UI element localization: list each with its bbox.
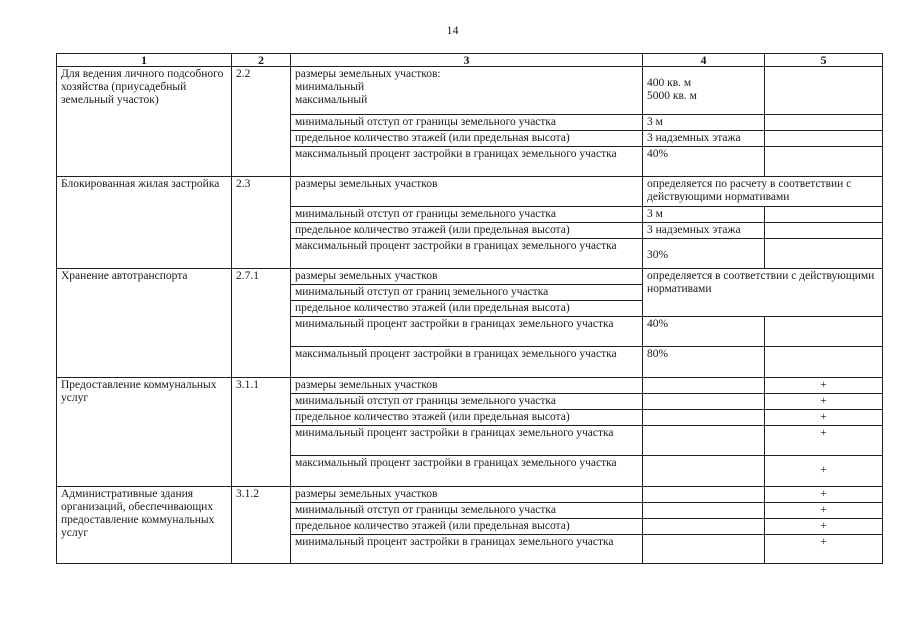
land-use-name: Предоставление коммунальных услуг xyxy=(57,378,232,487)
mark-cell xyxy=(765,115,883,131)
value-cell: 400 кв. м 5000 кв. м xyxy=(643,67,765,115)
table-row xyxy=(57,177,883,207)
value-cell xyxy=(643,456,765,487)
mark-cell: + xyxy=(765,503,883,519)
regulations-table xyxy=(56,53,883,564)
value-cell: 40% xyxy=(643,147,765,177)
mark-cell: + xyxy=(765,535,883,564)
param-cell: минимальный отступ от границы земельного участка xyxy=(291,394,643,410)
param-cell: минимальный отступ от границы земельного участка xyxy=(291,115,643,131)
value-cell: 3 надземных этажа xyxy=(643,131,765,147)
param-cell: размеры земельных участков xyxy=(291,269,643,285)
value-cell xyxy=(643,394,765,410)
land-use-code: 3.1.2 xyxy=(232,487,291,564)
param-cell: минимальный отступ от границ земельного участка xyxy=(291,285,643,301)
value-cell xyxy=(643,426,765,456)
mark-cell: + xyxy=(765,487,883,503)
column-header: 2 xyxy=(232,54,291,67)
param-cell: минимальный отступ от границы земельного участка xyxy=(291,207,643,223)
value-cell: определяется по расчету в соответствии с действующими нормативами xyxy=(643,177,883,207)
mark-cell xyxy=(765,131,883,147)
param-cell: размеры земельных участков: минимальный максимальный xyxy=(291,67,643,115)
mark-cell: + xyxy=(765,378,883,394)
param-cell: минимальный процент застройки в границах земельного участка xyxy=(291,535,643,564)
param-cell: минимальный процент застройки в границах земельного участка xyxy=(291,317,643,347)
param-cell: максимальный процент застройки в границах земельного участка xyxy=(291,347,643,378)
column-header: 3 xyxy=(291,54,643,67)
page-number: 14 xyxy=(446,23,459,37)
margin-mark xyxy=(0,566,4,575)
mark-cell: + xyxy=(765,456,883,487)
value-cell xyxy=(643,487,765,503)
column-header: 4 xyxy=(643,54,765,67)
mark-cell xyxy=(765,223,883,239)
column-header: 1 xyxy=(57,54,232,67)
param-cell: максимальный процент застройки в границах земельного участка xyxy=(291,456,643,487)
table-row xyxy=(57,487,883,503)
value-cell xyxy=(643,503,765,519)
mark-cell: + xyxy=(765,394,883,410)
param-cell: максимальный процент застройки в границах земельного участка xyxy=(291,147,643,177)
mark-cell xyxy=(765,67,883,115)
value-cell: 3 надземных этажа xyxy=(643,223,765,239)
header-row xyxy=(57,54,883,67)
land-use-code: 2.3 xyxy=(232,177,291,269)
param-cell: минимальный отступ от границы земельного участка xyxy=(291,503,643,519)
column-header: 5 xyxy=(765,54,883,67)
param-cell: предельное количество этажей (или предельная высота) xyxy=(291,301,643,317)
mark-cell xyxy=(765,347,883,378)
value-cell xyxy=(643,378,765,394)
param-cell: предельное количество этажей (или предельная высота) xyxy=(291,410,643,426)
mark-cell: + xyxy=(765,426,883,456)
land-use-code: 2.2 xyxy=(232,67,291,177)
mark-cell xyxy=(765,317,883,347)
value-cell xyxy=(643,410,765,426)
table-row xyxy=(57,378,883,394)
param-cell: максимальный процент застройки в границах земельного участка xyxy=(291,239,643,269)
value-cell: 3 м xyxy=(643,115,765,131)
land-use-name: Административные здания организаций, обеспечивающих предоставление коммунальных услуг xyxy=(57,487,232,564)
land-use-name: Хранение автотранспорта xyxy=(57,269,232,378)
param-cell: размеры земельных участков xyxy=(291,487,643,503)
mark-cell: + xyxy=(765,410,883,426)
param-cell: размеры земельных участков xyxy=(291,177,643,207)
param-cell: размеры земельных участков xyxy=(291,378,643,394)
table-row xyxy=(57,67,883,115)
param-cell: предельное количество этажей (или предельная высота) xyxy=(291,519,643,535)
land-use-name: Блокированная жилая застройка xyxy=(57,177,232,269)
mark-cell: + xyxy=(765,519,883,535)
value-cell: 80% xyxy=(643,347,765,378)
value-cell: 40% xyxy=(643,317,765,347)
param-cell: минимальный процент застройки в границах земельного участка xyxy=(291,426,643,456)
value-cell: 3 м xyxy=(643,207,765,223)
mark-cell xyxy=(765,207,883,223)
value-cell: определяется в соответствии с действующими нормативами xyxy=(643,269,883,317)
value-cell xyxy=(643,519,765,535)
table-row xyxy=(57,269,883,285)
mark-cell xyxy=(765,239,883,269)
land-use-code: 2.7.1 xyxy=(232,269,291,378)
land-use-name: Для ведения личного подсобного хозяйства (приусадебный земельный участок) xyxy=(57,67,232,177)
param-cell: предельное количество этажей (или предельная высота) xyxy=(291,131,643,147)
value-cell xyxy=(643,535,765,564)
param-cell: предельное количество этажей (или предельная высота) xyxy=(291,223,643,239)
value-cell: 30% xyxy=(643,239,765,269)
mark-cell xyxy=(765,147,883,177)
land-use-code: 3.1.1 xyxy=(232,378,291,487)
